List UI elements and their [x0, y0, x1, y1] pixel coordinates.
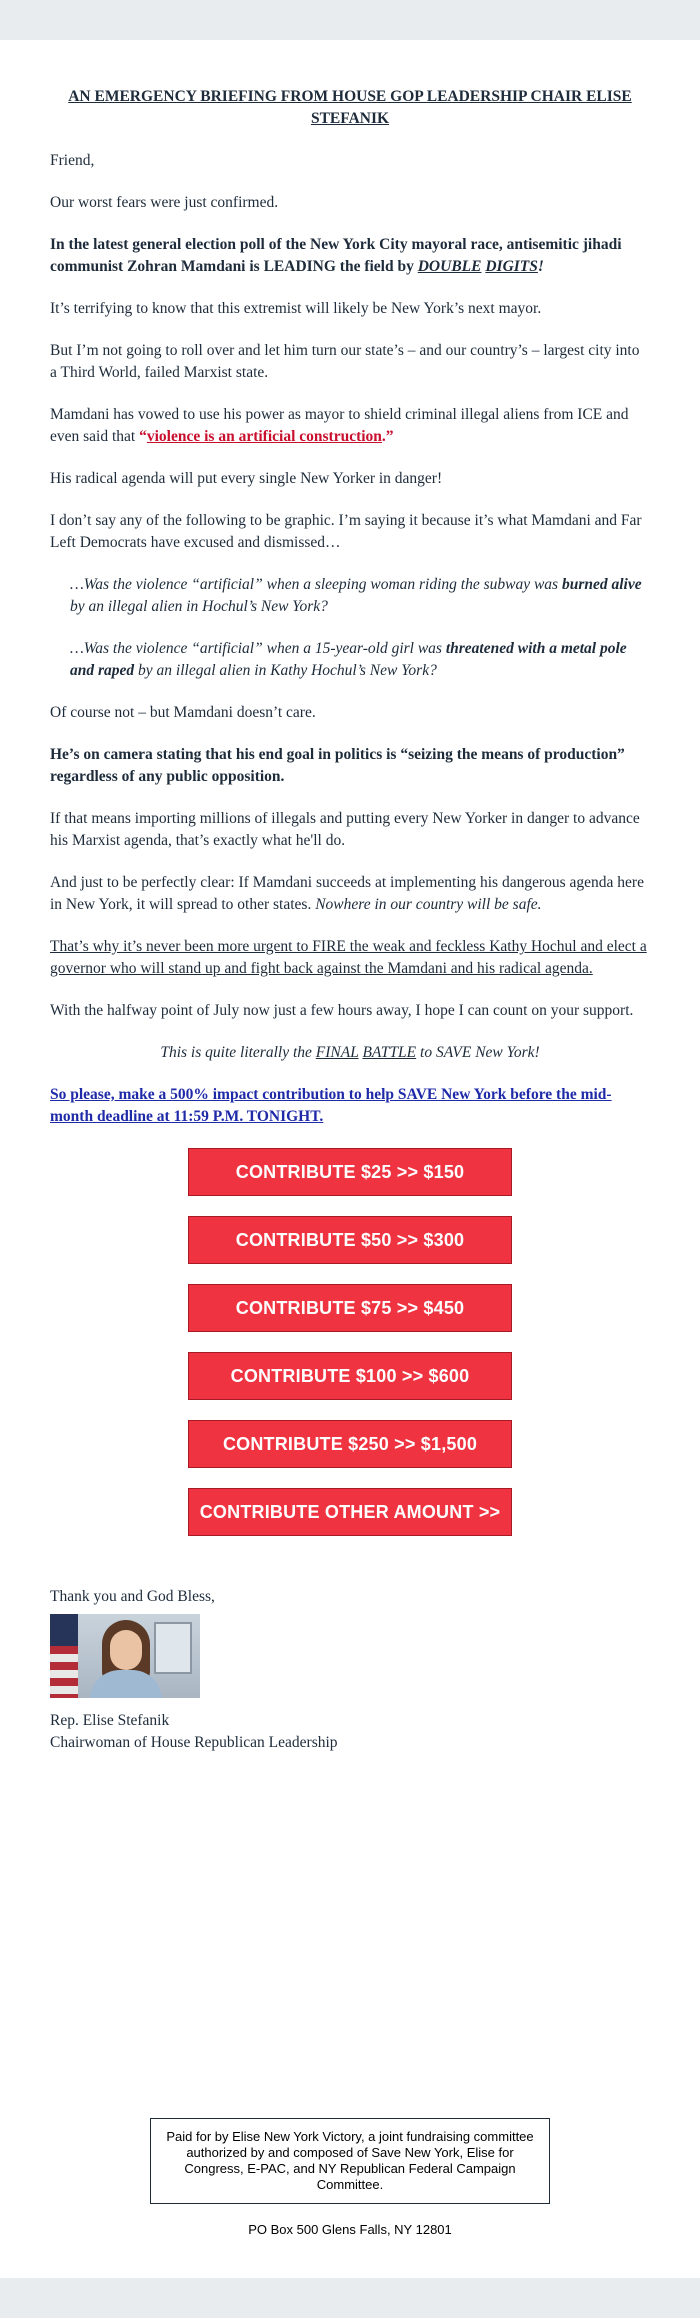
paragraph-7: I don’t say any of the following to be graphic. I’m saying it because it’s what Mamdani and Far Left Democrats have excused and dismissed… [50, 512, 642, 551]
digits-emphasis: DIGITS [485, 258, 538, 275]
paragraph-10: If that means importing millions of illegals and putting every New Yorker in danger to advance his Marxist agenda, that’s exactly what he'll do. [50, 810, 640, 849]
blockquote-2 [70, 638, 650, 682]
blockquote-2-b: threatened with a metal pole and raped [70, 640, 627, 679]
paragraph-14-e: to SAVE New York! [416, 1044, 540, 1061]
paragraph-3: It’s terrifying to know that this extremist will likely be New York’s next mayor. [50, 300, 542, 317]
top-margin [0, 0, 700, 40]
paragraph-4: But I’m not going to roll over and let him turn our state’s – and our country’s – largest city into a Third World, failed Marxist state. [50, 342, 640, 381]
paragraph-6: His radical agenda will put every single New Yorker in danger! [50, 470, 443, 487]
paragraph-13: With the halfway point of July now just a few hours away, I hope I can count on your support. [50, 1002, 634, 1019]
paragraph-5 [50, 404, 650, 448]
contribute-75-button[interactable]: CONTRIBUTE $75 >> $450 [188, 1284, 512, 1332]
mailing-address: PO Box 500 Glens Falls, NY 12801 [248, 2222, 452, 2237]
blockquote-1-c: by an illegal alien in Hochul’s New York? [70, 598, 328, 615]
blockquote-2-a: …Was the violence “artificial” when a 15-year-old girl was [70, 640, 446, 657]
double-emphasis: DOUBLE [417, 258, 482, 275]
contribute-50-button[interactable]: CONTRIBUTE $50 >> $300 [188, 1216, 512, 1264]
quote-open: “ [139, 428, 147, 445]
blockquote-1-a: …Was the violence “artificial” when a sleeping woman riding the subway was [70, 576, 562, 593]
paragraph-11 [50, 872, 650, 916]
greeting: Friend, [50, 152, 95, 169]
paragraph-14 [50, 1042, 650, 1064]
email-body [0, 40, 700, 2278]
battle-emphasis: BATTLE [362, 1044, 417, 1061]
contribute-other-button[interactable]: CONTRIBUTE OTHER AMOUNT >> [188, 1488, 512, 1536]
paragraph-9: He’s on camera stating that his end goal in politics is “seizing the means of production” regardless of any public opposition. [50, 746, 625, 785]
final-emphasis: FINAL [315, 1044, 359, 1061]
paragraph-2 [50, 234, 650, 278]
contribute-25-button[interactable]: CONTRIBUTE $25 >> $150 [188, 1148, 512, 1196]
paragraph-14-a: This is quite literally the [160, 1044, 316, 1061]
paragraph-11-a: And just to be perfectly clear: If Mamdani succeeds at implementing his dangerous agenda here in New York, it will spread to other states. [50, 874, 644, 913]
email-content [50, 86, 650, 1754]
signer-name: Rep. Elise Stefanik [50, 1712, 170, 1729]
blockquote-1 [70, 574, 650, 618]
paragraph-1: Our worst fears were just confirmed. [50, 194, 279, 211]
headline-link[interactable]: AN EMERGENCY BRIEFING FROM HOUSE GOP LEADERSHIP CHAIR ELISE STEFANIK [68, 88, 632, 127]
paragraph-8: Of course not – but Mamdani doesn’t care. [50, 704, 316, 721]
flag-graphic [50, 1614, 78, 1698]
violence-quote-link[interactable]: violence is an artificial construction [146, 428, 382, 445]
portrait-shirt [90, 1670, 162, 1698]
window-graphic [154, 1622, 192, 1674]
blockquote-2-c: by an illegal alien in Kathy Hochul’s New York? [134, 662, 437, 679]
portrait-face [110, 1630, 142, 1670]
contribute-100-button[interactable]: CONTRIBUTE $100 >> $600 [188, 1352, 512, 1400]
signoff: Thank you and God Bless, [50, 1588, 215, 1605]
quote-close: .” [381, 428, 394, 445]
paragraph-2-text: In the latest general election poll of the New York City mayoral race, antisemitic jihadi communist Zohran Mamdani is LEADING the field by [50, 236, 622, 275]
blockquote-1-b: burned alive [561, 576, 642, 593]
bottom-margin [0, 2278, 700, 2318]
contribution-buttons [50, 1148, 650, 1556]
paid-for-disclaimer: Paid for by Elise New York Victory, a joint fundraising committee authorized by and composed of Save New York, Elise for Congress, E-PAC, and NY Republican Federal Campaign Committee. [150, 2118, 550, 2204]
paragraph-12-link[interactable]: That’s why it’s never been more urgent to FIRE the weak and feckless Kathy Hochul and elect a governor who will stand up and fight back against the Mamdani and his radical agenda. [50, 938, 647, 977]
paragraph-2-end: ! [537, 258, 544, 275]
contribute-250-button[interactable]: CONTRIBUTE $250 >> $1,500 [188, 1420, 512, 1468]
paragraph-11-b: Nowhere in our country will be safe. [315, 896, 542, 913]
signer-photo [50, 1614, 200, 1698]
paragraph-5-text: Mamdani has vowed to use his power as mayor to shield criminal illegal aliens from ICE and even said that [50, 406, 629, 445]
contribution-cta-link[interactable]: So please, make a 500% impact contribution to help SAVE New York before the mid-month deadline at 11:59 P.M. TONIGHT. [50, 1086, 612, 1125]
signer-title: Chairwoman of House Republican Leadership [50, 1734, 338, 1751]
